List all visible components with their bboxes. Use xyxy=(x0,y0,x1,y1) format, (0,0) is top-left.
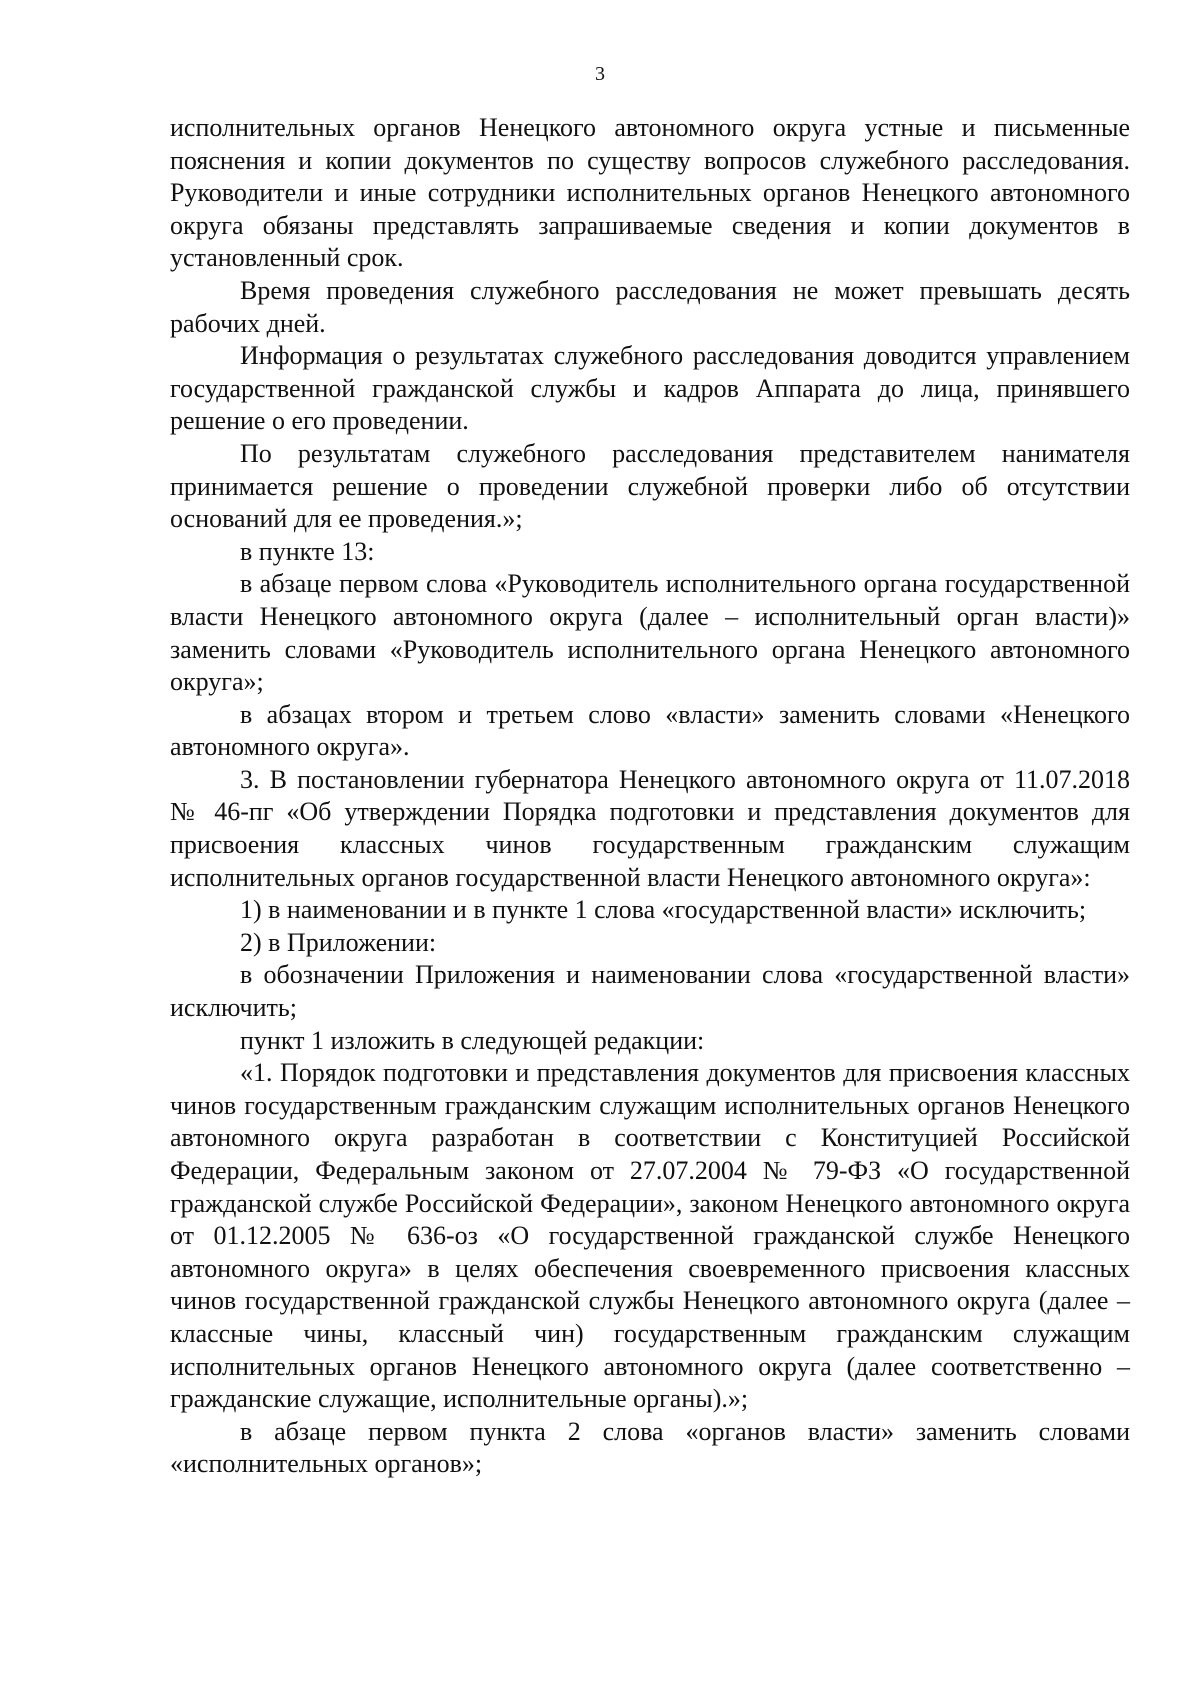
paragraph-item-3: 3. В постановлении губернатора Ненецкого автономного округа от 11.07.2018 № 46-пг «Об утверждении Порядка подготовки и представления документов для присвоения классных чинов государственным гражданским служащим исполнительных органов государственной власти Ненецкого автономного округа»: xyxy=(170,764,1130,892)
paragraph-point-1-new-text: «1. Порядок подготовки и представления документов для присвоения классных чинов государственным гражданским служащим исполнительных органов Ненецкого автономного округа разработан в соответствии с Конституцией Российской Федерации, Федеральным законом от 27.07.2004 № 79-ФЗ «О государственной гражданской службе Российской Федерации», законом Ненецкого автономного округа от 01.12.2005 № 636-оз «О государственной гражданской службе Ненецкого автономного округа» в целях обеспечения своевременного присвоения классных чинов государственной гражданской службы Ненецкого автономного округа (далее – классные чины, классный чин) государственным гражданским служащим исполнительных органов Ненецкого автономного округа (далее соответственно – гражданские служащие, исполнительные органы).»; xyxy=(170,1058,1130,1414)
paragraph-investigation-decision: По результатам служебного расследования представителем нанимателя принимается решение о проведении служебной проверки либо об отсутствии оснований для ее проведения.»; xyxy=(170,438,1130,534)
paragraph-investigation-results-info: Информация о результатах служебного расследования доводится управлением государственной гражданской службы и кадров Аппарата до лица, принявшего решение о его проведении. xyxy=(170,341,1130,436)
document-body xyxy=(170,112,1130,1481)
paragraph-point-13: в пункте 13: xyxy=(240,536,375,566)
paragraph-point-1-intro: пункт 1 изложить в следующей редакции: xyxy=(240,1025,705,1055)
paragraph-first-abzac-change: в абзаце первом слова «Руководитель исполнительного органа государственной власти Ненецкого автономного округа (далее – исполнительный орган власти)» заменить словами «Руководитель исполнительного органа Ненецкого автономного округа»; xyxy=(170,569,1130,697)
paragraph-second-third-abzac-change: в абзацах втором и третьем слово «власти» заменить словами «Ненецкого автономного округа». xyxy=(170,699,1130,762)
paragraph-appendix-designation: в обозначении Приложения и наименовании слова «государственной власти» исключить; xyxy=(170,960,1130,1023)
page-number: 3 xyxy=(595,63,605,85)
paragraph-point-2-change: в абзаце первом пункта 2 слова «органов власти» заменить словами «исполнительных органов»; xyxy=(170,1416,1130,1479)
paragraph-investigation-time: Время проведения служебного расследования не может превышать десять рабочих дней. xyxy=(170,275,1130,338)
paragraph-subitem-2: 2) в Приложении: xyxy=(240,927,437,957)
paragraph-continuation: исполнительных органов Ненецкого автономного округа устные и письменные пояснения и копии документов по существу вопросов служебного расследования. Руководители и иные сотрудники исполнительных органов Ненецкого автономного округа обязаны представлять запрашиваемые сведения и копии документов в установленный срок. xyxy=(170,113,1130,273)
paragraph-subitem-1: 1) в наименовании и в пункте 1 слова «государственной власти» исключить; xyxy=(240,895,1087,925)
